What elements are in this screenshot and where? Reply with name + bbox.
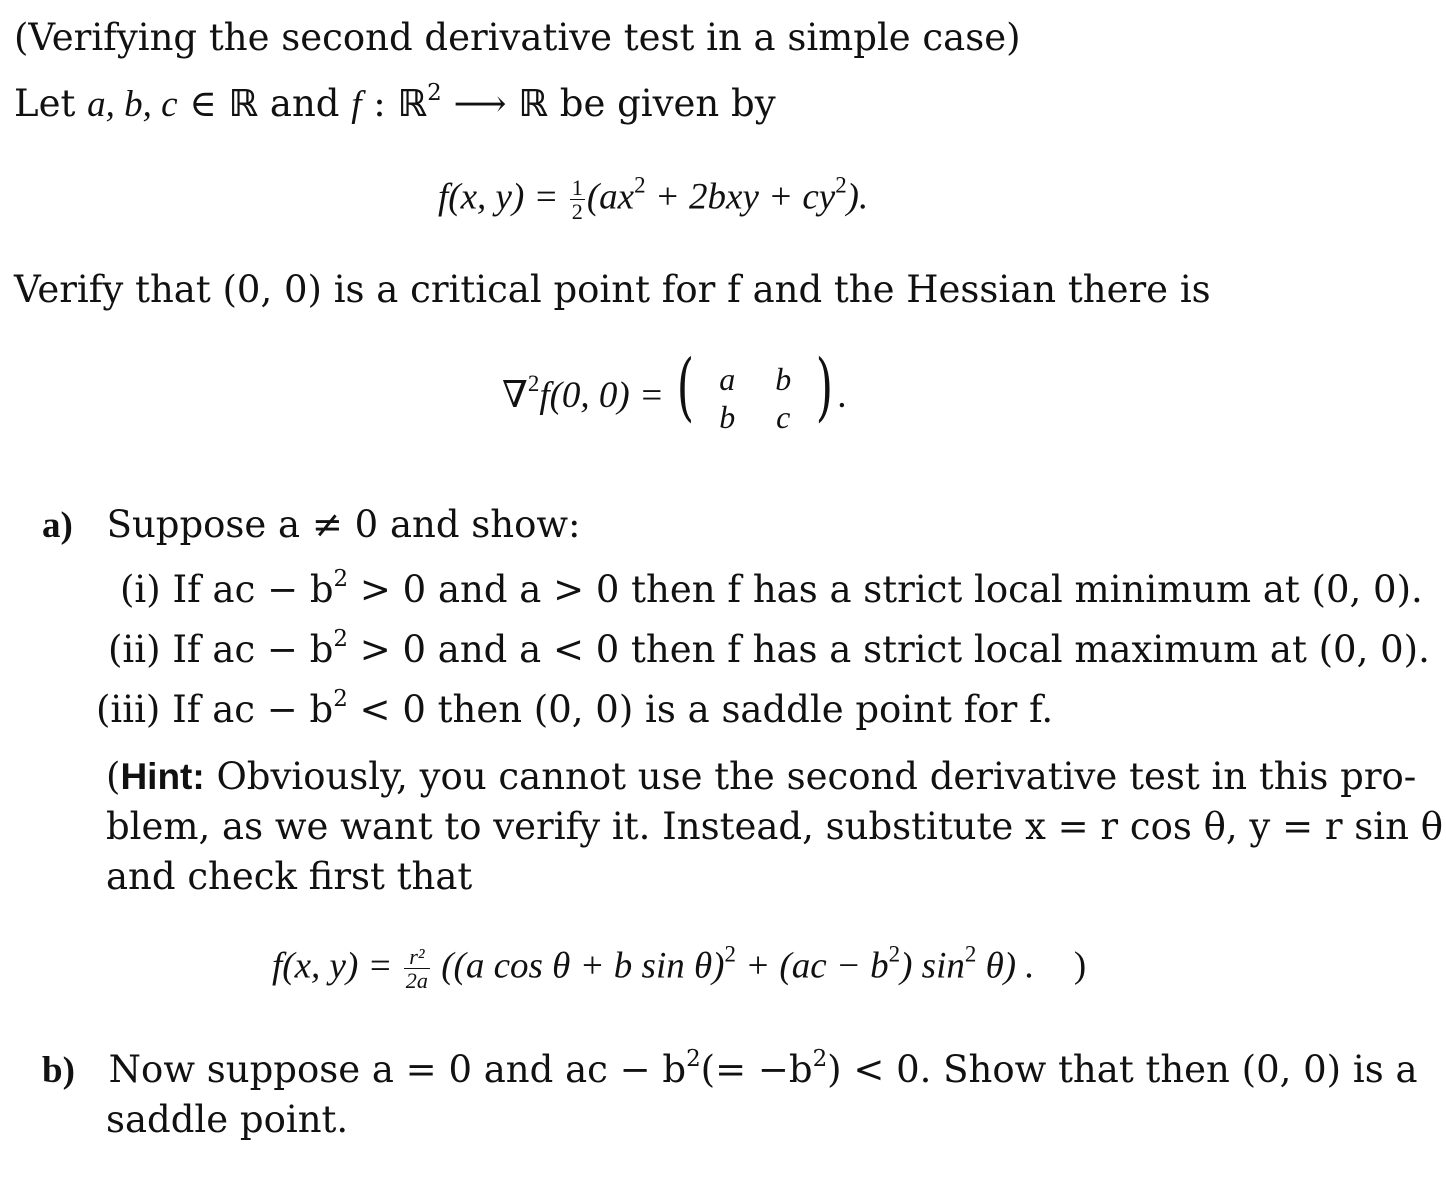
part-a-item-iii [96, 685, 1054, 731]
part-a-item-i [120, 565, 1423, 611]
part-b-line-1 [42, 1045, 1418, 1092]
item-ii-text-b: > 0 and a < 0 then f has a strict local maximum at (0, 0). [347, 628, 1430, 671]
eq2-rhs-c: ) sin [900, 945, 965, 987]
item-ii-num: (ii) [108, 628, 161, 671]
eq1-sup1: 2 [634, 172, 646, 198]
eq1-frac-den: 2 [571, 199, 583, 225]
item-ii-text-a: If ac − b [172, 628, 334, 671]
eq1-frac-num: 1 [571, 175, 583, 200]
part-b-text-b: (= −b [700, 1048, 813, 1091]
item-i-text-b: > 0 and a > 0 then f has a strict local minimum at (0, 0). [348, 568, 1423, 611]
eq2-frac-num: r² [404, 945, 430, 969]
eq2-rhs-d: θ) . [976, 945, 1035, 987]
hint-line-1 [106, 757, 1416, 798]
hessian-lhs: f(0, 0) = [539, 374, 664, 416]
intro-arrow: ⟶ [453, 82, 507, 125]
polar-equation [272, 941, 1087, 994]
matrix-left-paren: ( [676, 344, 695, 430]
item-iii-text-b: < 0 then (0, 0) is a saddle point for f. [347, 688, 1054, 731]
eq1-rhs-b: + 2bxy + cy [645, 176, 836, 218]
hint-label: Hint: [120, 756, 205, 797]
hessian-sup: 2 [527, 370, 540, 396]
item-iii-sup: 2 [333, 685, 348, 712]
eq2-sup3: 2 [964, 941, 977, 967]
eq2-rhs-b: + (ac − b [735, 945, 889, 987]
hessian-equation [502, 344, 847, 437]
eq1-rhs-c: ). [846, 176, 869, 218]
eq1-fraction [570, 176, 585, 224]
eq1-sup2: 2 [835, 172, 847, 198]
matrix-table [699, 360, 811, 437]
part-a-label: a) [42, 505, 73, 546]
eq2-lhs: f(x, y) = [272, 945, 393, 987]
eq2-fraction [404, 945, 430, 993]
item-i-text-a: If ac − b [172, 568, 334, 611]
eq2-sup1: 2 [724, 941, 736, 967]
part-b-sup2: 2 [812, 1045, 828, 1072]
part-b-text-c: ) < 0. Show that then (0, 0) is a [827, 1048, 1418, 1091]
part-b-text-a: Now suppose a = 0 and ac − b [108, 1048, 687, 1091]
intro-reals: ℝ [228, 82, 259, 125]
part-b-line-2: saddle point. [106, 1098, 349, 1141]
part-b-sup1: 2 [686, 1045, 701, 1072]
intro-line [14, 79, 776, 126]
eq2-rhs-a: ((a cos θ + b sin θ) [441, 945, 725, 987]
hint-open: ( [106, 755, 121, 798]
matrix-m21: b [719, 399, 736, 436]
intro-colon: : [373, 82, 386, 125]
part-a-item-ii [108, 625, 1430, 671]
intro-f: f [351, 84, 362, 125]
intro-and: and [269, 82, 340, 125]
intro-given: be given by [559, 82, 776, 125]
part-b-label: b) [42, 1050, 75, 1091]
intro-vars: a, b, c [87, 84, 178, 125]
item-i-num: (i) [120, 568, 161, 611]
item-iii-text-a: If ac − b [172, 688, 334, 731]
nabla-symbol: ∇ [502, 374, 528, 416]
eq2-sup2: 2 [888, 941, 901, 967]
hint-text-1: Obviously, you cannot use the second derivative test in this pro- [204, 755, 1417, 798]
hessian-matrix [673, 344, 837, 437]
intro-sq: 2 [427, 79, 442, 106]
matrix-right-paren: ) [816, 344, 834, 430]
problem-title: (Verifying the second derivative test in a simple case) [14, 16, 1021, 59]
intro-in: ∈ [189, 82, 217, 125]
hint-line-2: blem, as we want to verify it. Instead, substitute x = r cos θ, y = r sin θ [106, 805, 1443, 848]
verify-text: Verify that (0, 0) is a critical point for f and the Hessian there is [14, 268, 1211, 311]
eq2-close-paren: ) [1073, 945, 1087, 987]
eq1-lhs: f(x, y) = [438, 176, 559, 218]
intro-let: Let [14, 82, 76, 125]
part-a-intro: Suppose a ≠ 0 and show: [106, 503, 581, 546]
intro-reals-2: ℝ [397, 82, 428, 125]
function-equation [438, 172, 869, 225]
intro-reals-3: ℝ [518, 82, 548, 125]
item-iii-num: (iii) [96, 688, 161, 731]
eq1-rhs-a: (ax [586, 176, 635, 218]
hint-line-3: and check first that [106, 855, 473, 898]
matrix-m11: a [719, 361, 736, 397]
hessian-dot: . [837, 374, 847, 416]
matrix-m22: c [776, 399, 791, 436]
eq2-frac-den: 2a [405, 968, 428, 994]
item-ii-sup: 2 [333, 625, 348, 652]
matrix-m12: b [775, 361, 792, 397]
item-i-sup: 2 [333, 565, 349, 592]
part-a-intro-line [42, 505, 581, 547]
